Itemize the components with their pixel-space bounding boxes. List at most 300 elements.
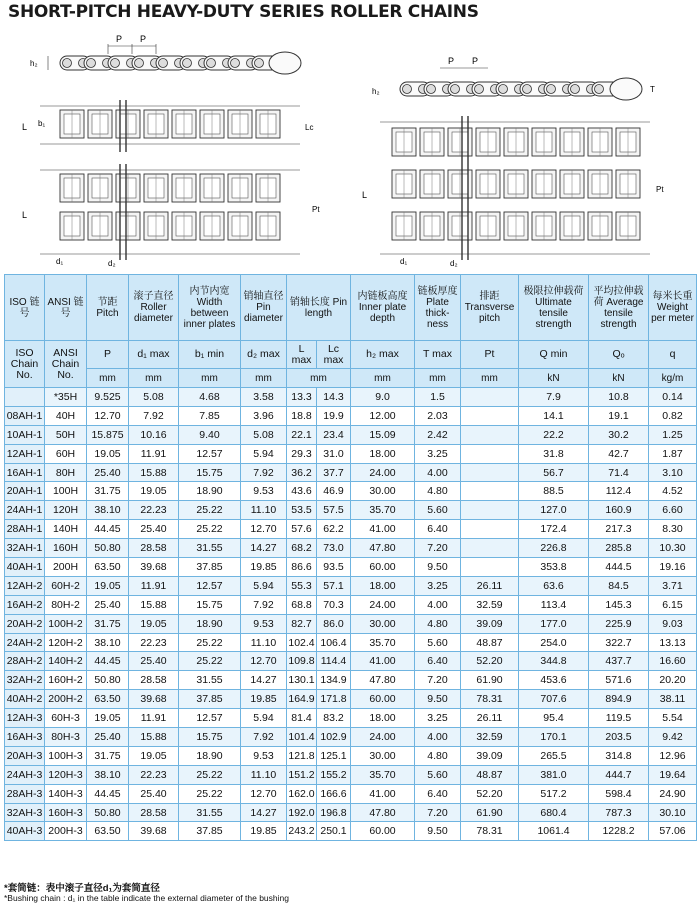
table-cell: 50.80 [87,803,129,822]
unit-q0: kN [589,369,649,388]
table-cell: 12.70 [241,520,287,539]
hdr-sym-qm: q [649,341,697,369]
table-cell: 9.40 [179,425,241,444]
table-cell: 444.5 [589,558,649,577]
table-cell: 160H-2 [45,671,87,690]
table-cell: 1.87 [649,444,697,463]
table-cell: 82.7 [287,614,317,633]
table-cell: 18.90 [179,482,241,501]
pitch-label-4: P [472,56,479,66]
table-cell: 15.875 [87,425,129,444]
table-cell: 0.82 [649,406,697,425]
table-cell: 25.40 [87,595,129,614]
table-row [5,709,697,728]
table-cell: 73.0 [317,539,351,558]
table-cell: 12.57 [179,709,241,728]
hdr-iso: ISO 链号 [5,275,45,341]
table-cell: 140H [45,520,87,539]
table-cell: 787.3 [589,803,649,822]
table-cell: 50H [45,425,87,444]
table-row [5,822,697,841]
table-cell: 11.10 [241,501,287,520]
table-cell: 112.4 [589,482,649,501]
table-cell: 16AH-2 [5,595,45,614]
table-cell: 60.00 [351,690,415,709]
table-cell: 19.05 [87,709,129,728]
table-cell: 12.70 [87,406,129,425]
table-cell: 0.14 [649,388,697,407]
table-cell: 4.80 [415,614,461,633]
table-cell: 13.13 [649,633,697,652]
table-cell: 39.68 [129,558,179,577]
table-cell: 16AH-3 [5,728,45,747]
table-row [5,652,697,671]
table-cell: 55.3 [287,576,317,595]
table-cell: 24AH-1 [5,501,45,520]
h2-label: h₂ [30,59,38,68]
table-cell: 25.22 [179,765,241,784]
table-cell: 160H [45,539,87,558]
hdr-plate-thick: 链板厚度 Plate thick-ness [415,275,461,341]
table-cell [461,444,519,463]
table-cell: 22.23 [129,633,179,652]
table-cell: 12.70 [241,652,287,671]
table-cell: 20AH-1 [5,482,45,501]
table-cell: 19.64 [649,765,697,784]
table-cell: 68.2 [287,539,317,558]
table-cell: 1228.2 [589,822,649,841]
table-cell: 14.1 [519,406,589,425]
table-cell: 120H [45,501,87,520]
table-cell: 164.9 [287,690,317,709]
table-cell: 680.4 [519,803,589,822]
table-cell: 11.91 [129,709,179,728]
table-cell [461,501,519,520]
table-row [5,765,697,784]
table-cell: 32.59 [461,728,519,747]
table-cell: 254.0 [519,633,589,652]
table-cell: 25.40 [87,463,129,482]
hdr-pin-dia: 销轴直径 Pin diameter [241,275,287,341]
table-cell: 28.58 [129,671,179,690]
table-cell: 101.4 [287,728,317,747]
table-row [5,539,697,558]
table-row [5,425,697,444]
table-cell: 31.75 [87,614,129,633]
table-cell: 19.85 [241,822,287,841]
table-cell: 52.20 [461,784,519,803]
table-cell: 41.00 [351,652,415,671]
table-cell: 35.70 [351,501,415,520]
table-cell: 30.2 [589,425,649,444]
table-cell: 5.94 [241,576,287,595]
table-cell: 62.2 [317,520,351,539]
table-cell: 200H [45,558,87,577]
table-cell: 100H-2 [45,614,87,633]
table-cell: 42.7 [589,444,649,463]
table-row [5,690,697,709]
d2-label: d₂ [108,259,116,268]
table-cell: 196.8 [317,803,351,822]
table-cell: 23.4 [317,425,351,444]
right-side-view [372,56,655,100]
table-cell: 145.3 [589,595,649,614]
table-cell: 36.2 [287,463,317,482]
table-cell [461,425,519,444]
header-row-1 [5,275,697,341]
table-cell: 10.16 [129,425,179,444]
table-cell: 25.22 [179,652,241,671]
table-cell: 203.5 [589,728,649,747]
table-cell [461,558,519,577]
table-row [5,406,697,425]
table-cell: 598.4 [589,784,649,803]
table-cell: 437.7 [589,652,649,671]
table-cell: 172.4 [519,520,589,539]
table-cell: 353.8 [519,558,589,577]
table-cell: 24.00 [351,728,415,747]
hdr-average: 平均拉伸载荷 Average tensile strength [589,275,649,341]
table-cell: 86.0 [317,614,351,633]
table-row [5,746,697,765]
table-cell: 37.85 [179,690,241,709]
h2-label-2: h₂ [372,87,380,96]
table-cell: 25.40 [129,520,179,539]
table-cell: 314.8 [589,746,649,765]
footnote-cn: *套筒链：表中滚子直径d₁为套筒直径 [4,883,160,894]
chain-drawings [0,22,700,272]
left-side-view [30,34,301,74]
table-cell: 40AH-1 [5,558,45,577]
table-cell: 19.85 [241,690,287,709]
table-cell: 322.7 [589,633,649,652]
table-row [5,558,697,577]
table-cell: 2.03 [415,406,461,425]
table-cell: 4.00 [415,463,461,482]
table-cell: 81.4 [287,709,317,728]
unit-b1: mm [179,369,241,388]
table-cell: 4.00 [415,728,461,747]
table-cell: 20AH-2 [5,614,45,633]
table-cell: 2.42 [415,425,461,444]
table-cell: 80H-2 [45,595,87,614]
table-cell: 6.15 [649,595,697,614]
table-cell: 7.9 [519,388,589,407]
table-cell: 38.10 [87,765,129,784]
hdr-roller: 滚子直径 Roller diameter [129,275,179,341]
table-cell: 26.11 [461,576,519,595]
table-cell: 5.94 [241,709,287,728]
table-cell: 93.5 [317,558,351,577]
table-cell: 9.0 [351,388,415,407]
table-cell: 40AH-2 [5,690,45,709]
table-cell: 39.09 [461,614,519,633]
table-cell: 28AH-2 [5,652,45,671]
table-cell: 5.60 [415,633,461,652]
table-cell: 57.06 [649,822,697,841]
table-cell: 5.54 [649,709,697,728]
hdr-weight: 每米长重 Weight per meter [649,275,697,341]
table-cell: 160H-3 [45,803,87,822]
table-cell: 8.30 [649,520,697,539]
table-cell: 60.00 [351,558,415,577]
table-cell: 19.16 [649,558,697,577]
table-cell: 140H-3 [45,784,87,803]
unit-t: mm [415,369,461,388]
table-cell: 5.60 [415,501,461,520]
lc-label: Lc [305,123,314,132]
hdr-sym-q: Q min [519,341,589,369]
table-row [5,388,697,407]
d1-label: d₁ [56,257,64,266]
table-cell: 41.00 [351,784,415,803]
table-cell [461,388,519,407]
table-cell: 19.9 [317,406,351,425]
table-cell: *35H [45,388,87,407]
table-cell: 20.20 [649,671,697,690]
table-row [5,463,697,482]
table-cell: 43.6 [287,482,317,501]
table-cell: 31.75 [87,482,129,501]
table-cell: 40H [45,406,87,425]
table-cell: 5.08 [241,425,287,444]
b1-label: b₁ [38,119,46,128]
unit-l: mm [287,369,351,388]
table-cell: 47.80 [351,671,415,690]
table-cell: 16AH-1 [5,463,45,482]
table-cell: 88.5 [519,482,589,501]
table-cell: 381.0 [519,765,589,784]
table-cell: 37.7 [317,463,351,482]
table-row [5,595,697,614]
table-cell: 60H-3 [45,709,87,728]
table-cell: 19.05 [87,576,129,595]
hdr-sym-q0: Qₒ [589,341,649,369]
table-cell: 3.58 [241,388,287,407]
table-cell: 60.00 [351,822,415,841]
table-cell: 25.22 [179,784,241,803]
table-cell: 6.40 [415,784,461,803]
table-cell: 10.30 [649,539,697,558]
table-cell: 225.9 [589,614,649,633]
table-cell: 30.10 [649,803,697,822]
table-cell: 11.10 [241,765,287,784]
table-cell: 100H-3 [45,746,87,765]
table-cell: 48.87 [461,633,519,652]
table-cell: 19.05 [129,746,179,765]
table-cell: 14.27 [241,671,287,690]
table-cell: 120H-2 [45,633,87,652]
table-cell: 25.40 [129,784,179,803]
hdr-sym-b1: b₁ min [179,341,241,369]
table-cell: 151.2 [287,765,317,784]
table-cell: 25.22 [179,501,241,520]
table-cell: 19.05 [87,444,129,463]
table-cell: 114.4 [317,652,351,671]
table-cell: 4.52 [649,482,697,501]
table-row [5,576,697,595]
unit-h2: mm [351,369,415,388]
table-row [5,501,697,520]
hdr-sym-lc: Lc max [317,341,351,369]
table-cell: 192.0 [287,803,317,822]
spec-table [4,274,697,841]
table-cell: 60H [45,444,87,463]
table-cell: 453.6 [519,671,589,690]
table-cell: 40AH-3 [5,822,45,841]
pt-label-2: Pt [656,185,664,194]
header-row-2 [5,341,697,369]
table-cell: 894.9 [589,690,649,709]
table-cell [461,463,519,482]
table-cell: 19.1 [589,406,649,425]
hdr-pitch: 节距 Pitch [87,275,129,341]
header-row-3 [5,369,697,388]
pitch-label-3: P [448,56,455,66]
table-cell: 113.4 [519,595,589,614]
table-cell: 52.20 [461,652,519,671]
table-cell: 6.40 [415,652,461,671]
table-cell: 80H [45,463,87,482]
table-cell: 35.70 [351,633,415,652]
table-cell: 25.22 [179,520,241,539]
table-row [5,633,697,652]
table-cell: 200H-3 [45,822,87,841]
table-cell: 1.5 [415,388,461,407]
table-cell: 134.9 [317,671,351,690]
table-cell [461,520,519,539]
table-cell: 14.27 [241,803,287,822]
table-cell: 571.6 [589,671,649,690]
table-cell: 3.71 [649,576,697,595]
hdr-ultimate: 极限拉伸载荷 Ultimate tensile strength [519,275,589,341]
table-cell: 11.10 [241,633,287,652]
table-cell: 20AH-3 [5,746,45,765]
table-cell: 19.05 [129,614,179,633]
pitch-label: P [116,34,123,44]
table-cell: 3.25 [415,709,461,728]
table-cell: 47.80 [351,803,415,822]
table-cell: 44.45 [87,652,129,671]
table-cell: 31.55 [179,539,241,558]
table-cell [5,388,45,407]
table-cell: 121.8 [287,746,317,765]
table-cell: 57.6 [287,520,317,539]
table-cell: 11.91 [129,444,179,463]
table-cell: 13.3 [287,388,317,407]
table-cell: 9.50 [415,558,461,577]
table-cell: 1061.4 [519,822,589,841]
table-cell: 22.23 [129,765,179,784]
table-cell: 50.80 [87,671,129,690]
table-cell: 32.59 [461,595,519,614]
pitch-label-2: P [140,34,147,44]
table-cell: 120H-3 [45,765,87,784]
l-label-2: L [22,210,28,220]
table-cell: 15.75 [179,595,241,614]
table-cell: 155.2 [317,765,351,784]
table-row [5,671,697,690]
table-cell: 25.40 [129,652,179,671]
table-cell: 22.23 [129,501,179,520]
table-cell: 3.25 [415,444,461,463]
d2-label-2: d₂ [450,259,458,268]
table-cell: 7.92 [241,728,287,747]
table-cell: 3.25 [415,576,461,595]
table-cell: 31.0 [317,444,351,463]
table-cell: 30.00 [351,614,415,633]
table-cell: 31.55 [179,803,241,822]
hdr-sym-pt: Pt [461,341,519,369]
table-cell: 86.6 [287,558,317,577]
hdr-pin-len: 销轴长度 Pin length [287,275,351,341]
table-cell: 78.31 [461,822,519,841]
table-cell: 24AH-2 [5,633,45,652]
table-cell: 63.6 [519,576,589,595]
table-cell: 31.55 [179,671,241,690]
table-cell: 1.25 [649,425,697,444]
table-row [5,803,697,822]
unit-d2: mm [241,369,287,388]
table-cell: 5.60 [415,765,461,784]
hdr-sym-d2: d₂ max [241,341,287,369]
table-cell: 4.00 [415,595,461,614]
hdr-sym-t: T max [415,341,461,369]
table-cell [461,539,519,558]
table-cell: 127.0 [519,501,589,520]
table-cell: 9.50 [415,690,461,709]
table-cell: 78.31 [461,690,519,709]
table-cell: 24AH-3 [5,765,45,784]
table-cell: 15.88 [129,728,179,747]
table-cell: 4.80 [415,746,461,765]
table-cell: 37.85 [179,822,241,841]
table-cell: 200H-2 [45,690,87,709]
table-cell: 130.1 [287,671,317,690]
table-cell: 166.6 [317,784,351,803]
table-cell: 6.60 [649,501,697,520]
table-cell: 217.3 [589,520,649,539]
table-cell: 53.5 [287,501,317,520]
table-cell: 30.00 [351,482,415,501]
table-cell: 26.11 [461,709,519,728]
table-cell: 6.40 [415,520,461,539]
table-cell: 19.05 [129,482,179,501]
table-cell: 32AH-3 [5,803,45,822]
l-label-3: L [362,190,368,200]
table-cell: 125.1 [317,746,351,765]
table-cell: 171.8 [317,690,351,709]
table-cell: 39.09 [461,746,519,765]
table-cell: 12.00 [351,406,415,425]
table-cell: 18.8 [287,406,317,425]
table-cell: 109.8 [287,652,317,671]
table-cell: 106.4 [317,633,351,652]
table-row [5,728,697,747]
table-cell: 44.45 [87,784,129,803]
table-cell: 140H-2 [45,652,87,671]
hdr-plate-depth: 内链板高度 Inner plate depth [351,275,415,341]
table-cell: 95.4 [519,709,589,728]
hdr-width: 内节内宽 Width between inner plates [179,275,241,341]
table-cell: 15.09 [351,425,415,444]
table-cell: 80H-3 [45,728,87,747]
table-cell: 12.96 [649,746,697,765]
table-cell: 102.4 [287,633,317,652]
table-cell: 10.8 [589,388,649,407]
l-label: L [22,122,28,132]
table-cell: 707.6 [519,690,589,709]
